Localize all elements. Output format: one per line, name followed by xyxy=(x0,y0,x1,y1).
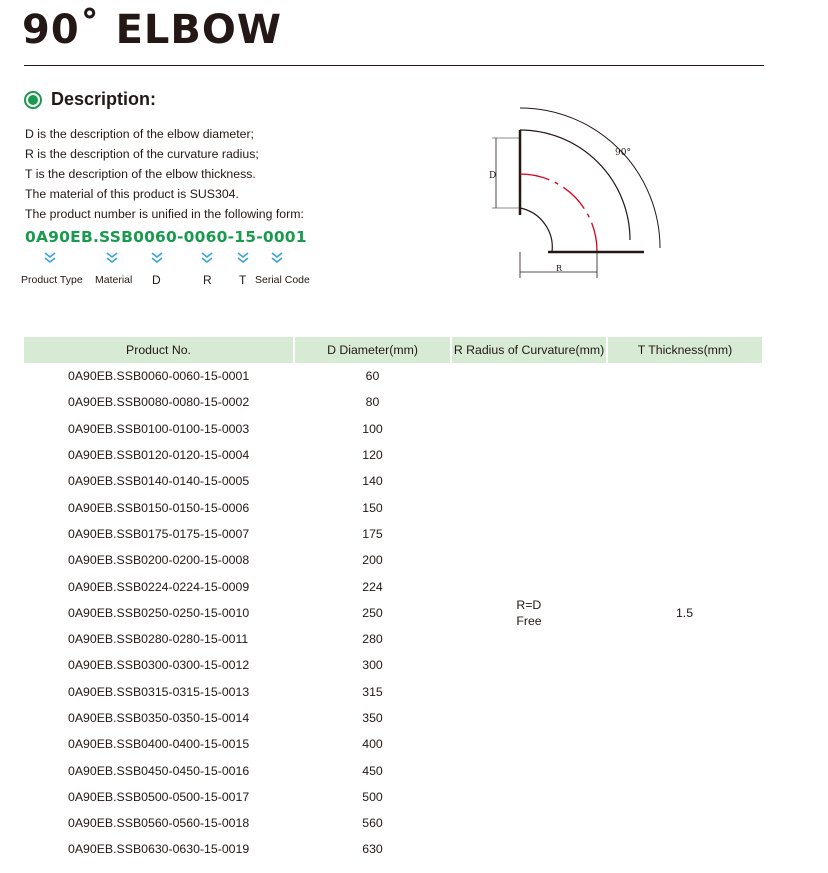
description-line: T is the description of the elbow thickness. xyxy=(25,167,256,181)
double-chevron-down-icon xyxy=(150,251,164,265)
description-line: R is the description of the curvature radius; xyxy=(25,147,259,161)
cell-diameter: 200 xyxy=(362,553,383,568)
cell-diameter: 250 xyxy=(362,605,383,620)
elbow-drawing xyxy=(492,108,660,278)
description-line: D is the description of the elbow diameter; xyxy=(25,127,254,141)
radio-bullet-icon xyxy=(24,91,42,109)
cell-product-no: 0A90EB.SSB0560-0560-15-0018 xyxy=(68,816,250,831)
double-chevron-down-icon xyxy=(105,251,119,265)
segment-label-t: T xyxy=(239,273,247,287)
segment-label-d: D xyxy=(152,273,161,287)
description-text xyxy=(25,124,304,224)
product-code-example: 0A90EB.SSB0060-0060-15-0001 xyxy=(25,228,307,246)
cell-product-no: 0A90EB.SSB0080-0080-15-0002 xyxy=(68,395,250,410)
cell-diameter: 100 xyxy=(362,421,383,436)
cell-radius-merged xyxy=(451,363,607,863)
angle-label: 90° xyxy=(615,148,631,158)
header-product-no: Product No. xyxy=(24,337,294,363)
header-thickness: T Thickness(mm) xyxy=(607,337,762,363)
cell-diameter: 630 xyxy=(362,842,383,857)
cell-diameter: 60 xyxy=(365,369,380,384)
cell-diameter: 140 xyxy=(362,474,383,489)
cell-product-no: 0A90EB.SSB0300-0300-15-0012 xyxy=(68,658,250,673)
cell-product-no: 0A90EB.SSB0175-0175-15-0007 xyxy=(68,526,250,541)
cell-product-no: 0A90EB.SSB0280-0280-15-0011 xyxy=(68,632,249,647)
header-radius: R Radius of Curvature(mm) xyxy=(451,337,607,363)
table-body xyxy=(24,363,762,863)
cell-diameter: 450 xyxy=(362,763,383,778)
description-line: The material of this product is SUS304. xyxy=(25,187,239,201)
table-header-row xyxy=(24,337,762,363)
radius-value-line: R=D xyxy=(516,597,542,612)
cell-product-no: 0A90EB.SSB0350-0350-15-0014 xyxy=(68,711,250,725)
double-chevron-down-icon xyxy=(200,251,214,265)
diameter-label: D xyxy=(489,171,497,181)
cell-product-no: 0A90EB.SSB0120-0120-15-0004 xyxy=(68,448,250,463)
cell-product-no: 0A90EB.SSB0150-0150-15-0006 xyxy=(68,500,250,515)
cell-diameter: 175 xyxy=(362,526,383,541)
table-row xyxy=(24,363,762,389)
cell-product-no: 0A90EB.SSB0200-0200-15-0008 xyxy=(68,553,250,568)
cell-product-no: 0A90EB.SSB0450-0450-15-0016 xyxy=(68,763,250,778)
double-chevron-down-icon xyxy=(236,251,250,265)
page-title: 90˚ ELBOW xyxy=(22,7,283,53)
cell-diameter: 560 xyxy=(362,816,383,831)
title-divider xyxy=(24,65,764,66)
cell-diameter: 150 xyxy=(362,500,383,515)
cell-diameter: 350 xyxy=(362,711,383,725)
radius-label: R xyxy=(556,264,563,273)
cell-product-no: 0A90EB.SSB0250-0250-15-0010 xyxy=(68,605,250,620)
cell-diameter: 315 xyxy=(362,684,383,699)
cell-product-no: 0A90EB.SSB0060-0060-15-0001 xyxy=(68,369,250,384)
double-chevron-down-icon xyxy=(270,251,284,265)
radius-value-line: Free xyxy=(516,613,542,628)
description-title: Description: xyxy=(51,89,157,109)
cell-product-no: 0A90EB.SSB0400-0400-15-0015 xyxy=(68,737,250,752)
cell-diameter: 120 xyxy=(362,448,383,463)
segment-label-r: R xyxy=(203,273,212,287)
cell-thickness-merged: 1.5 xyxy=(675,605,694,620)
double-chevron-down-icon xyxy=(43,251,57,265)
cell-diameter: 80 xyxy=(365,395,380,410)
cell-product-no: 0A90EB.SSB0224-0224-15-0009 xyxy=(68,579,250,594)
cell-diameter: 500 xyxy=(362,789,383,804)
header-diameter: D Diameter(mm) xyxy=(294,337,451,363)
cell-diameter: 400 xyxy=(362,737,383,752)
cell-diameter: 224 xyxy=(362,579,383,594)
cell-product-no: 0A90EB.SSB0630-0630-15-0019 xyxy=(68,842,250,857)
elbow-diagram xyxy=(470,100,700,290)
cell-product-no: 0A90EB.SSB0315-0315-15-0013 xyxy=(68,684,250,699)
segment-label-serial-code: Serial Code xyxy=(255,274,310,286)
cell-product-no: 0A90EB.SSB0140-0140-15-0005 xyxy=(68,474,250,489)
description-heading xyxy=(24,89,156,110)
description-line: The product number is unified in the following form: xyxy=(25,207,304,221)
cell-product-no: 0A90EB.SSB0500-0500-15-0017 xyxy=(68,789,250,804)
cell-diameter: 280 xyxy=(362,632,383,647)
cell-diameter: 300 xyxy=(362,658,383,673)
cell-product-no: 0A90EB.SSB0100-0100-15-0003 xyxy=(68,421,250,436)
segment-label-product-type: Product Type xyxy=(21,274,83,286)
segment-label-material: Material xyxy=(95,274,133,286)
specification-table xyxy=(24,337,762,863)
